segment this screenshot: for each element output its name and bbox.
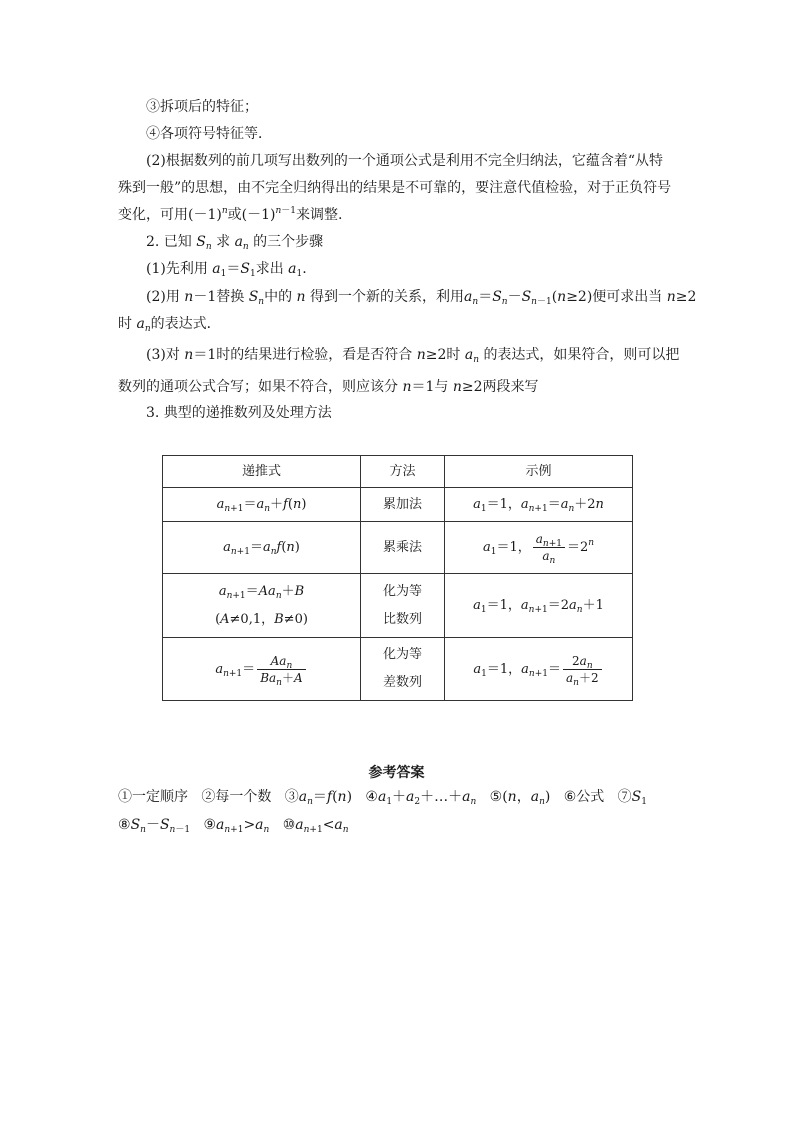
recurrence-formula: $a_{n+1}=a_nf(n)$ [163,522,361,574]
text-line: 时 $a_n$的表达式． [118,316,221,334]
recurrence-table [162,455,633,701]
text-line: ④各项符号特征等． [146,126,272,142]
text-line: (1)先利用 $a_1=S_1$求出 $a_1$. [146,261,307,279]
recurrence-formula: $a_{n+1}=Aa_n+B$ (A≠0,1，B≠0) [163,574,361,638]
table-header: 示例 [445,456,633,488]
example-cell: $a_1=1$，$a_{n+1}=$ $\frac{2a_n}{a_n+2}$ [445,638,633,701]
text-line: 变化，可用$(-1)^n$或$(-1)^{n-1}$来调整. [118,206,343,223]
text-line: ③拆项后的特征； [146,99,258,115]
answer-title: 参考答案 [368,765,425,781]
table-row [163,574,633,638]
method-cell: 累乘法 [361,522,445,574]
recurrence-formula: $a_{n+1}=a_n+f(n)$ [163,488,361,522]
table-row [163,522,633,574]
text-line: 殊到一般”的思想，由不完全归纳得出的结果是不可靠的，要注意代值检验，对于正负符号 [118,180,672,196]
answer-line: $⑧S_n-S_{n-1}$ $⑨a_{n+1}>a_n$ $⑩a_{n+1}<a_n$ [118,817,349,835]
table-header-row [163,456,633,488]
text-line: (2)根据数列的前几项写出数列的一个通项公式是利用不完全归纳法，它蕴含着“从特 [146,153,663,169]
recurrence-formula: $a_{n+1}=$ $\frac{Aa_n}{Ba_n+A}$ [163,638,361,701]
table-header: 递推式 [163,456,361,488]
text-line: 数列的通项公式合写；如果不符合，则应该分 n＝1与 n≥2两段来写 [118,379,539,395]
table-header: 方法 [361,456,445,488]
section-heading: 2. 已知 $S_n$ 求 $a_n$ 的三个步骤 [146,234,324,252]
text-line: (3)对 n＝1时的结果进行检验，看是否符合 n≥2时 $a_n$ 的表达式，如果符合，则可以把 [146,347,680,365]
example-cell: $a_1=1$， $\frac{a_{n+1}}{a_n}$ $=2^n$ [445,522,633,574]
example-cell: $a_1=1$，$a_{n+1}=2a_n+1$ [445,574,633,638]
method-cell: 化为等 比数列 [361,574,445,638]
method-cell: 累加法 [361,488,445,522]
section-heading: 3. 典型的递推数列及处理方法 [146,405,332,421]
text-line: (2)用 n－1替换 $S_n$中的 n 得到一个新的关系，利用$a_n=S_n-S_{n-1}(n\ge 2)$便可求出当 n≥2 [146,289,697,307]
example-cell: $a_1=1$，$a_{n+1}=a_n+2n$ [445,488,633,522]
method-cell: 化为等 差数列 [361,638,445,701]
table-row [163,638,633,701]
table-row [163,488,633,522]
answer-line: ①一定顺序 ②每一个数 $③a_n=f(n)$ $④a_1+a_2+\dots+a_n$ ⑤(n，$a_n$) ⑥公式 $⑦S_1$ [118,789,647,807]
